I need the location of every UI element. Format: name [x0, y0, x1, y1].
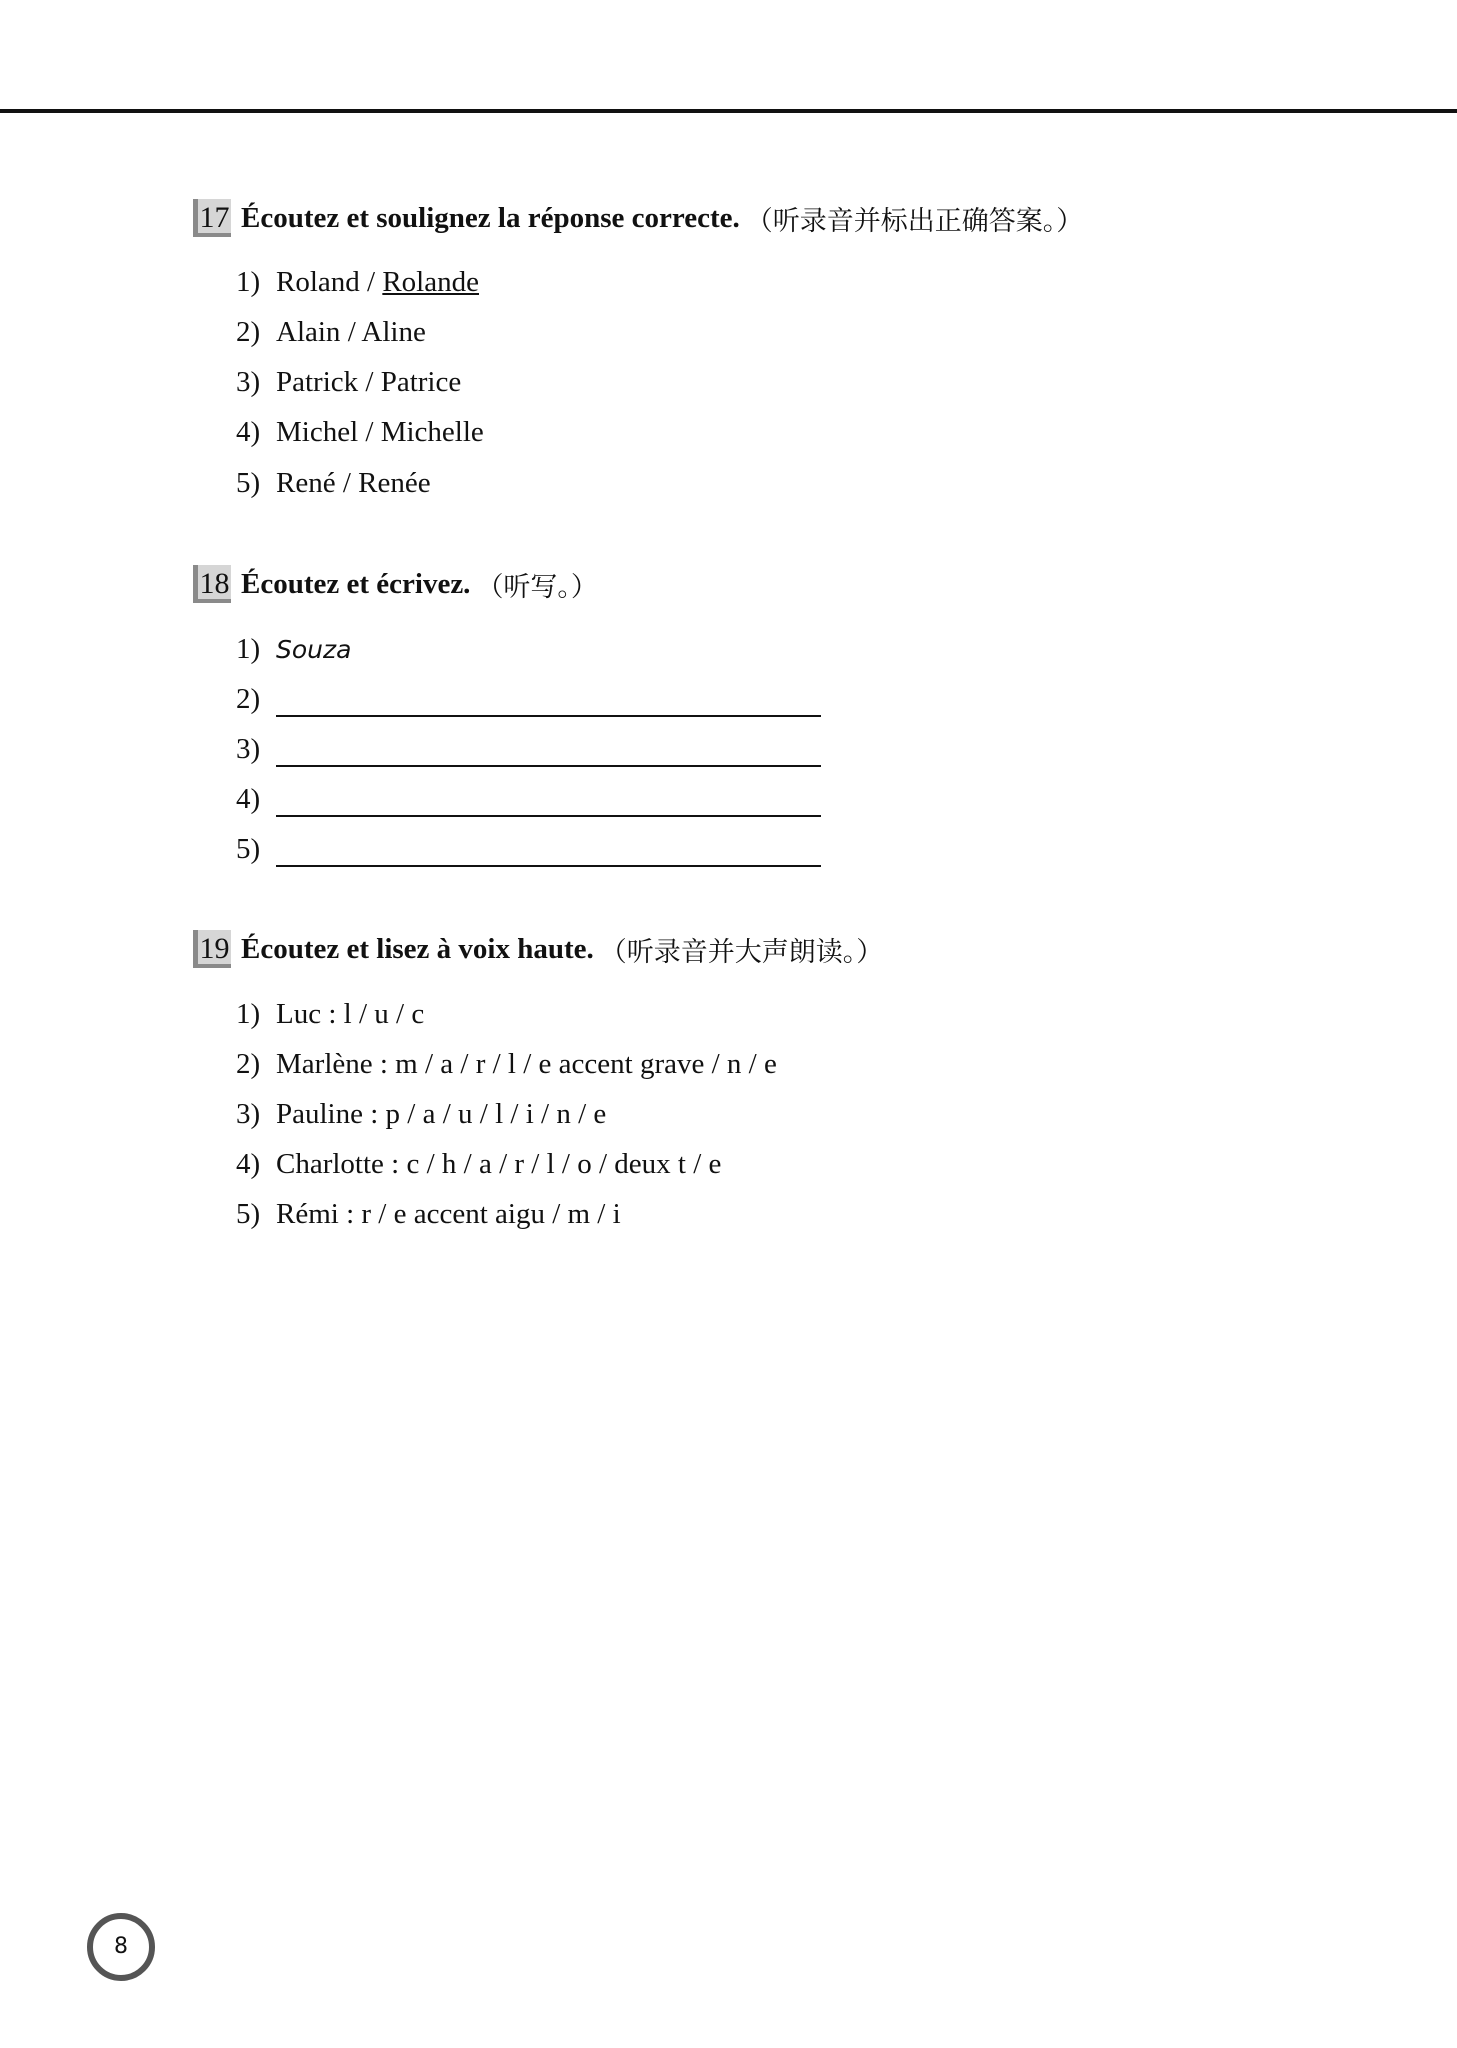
exercise-title: Écoutez et soulignez la réponse correcte.	[241, 201, 740, 234]
answer-blank[interactable]	[276, 687, 821, 717]
option-a[interactable]: René	[276, 467, 336, 499]
list-item	[236, 631, 351, 667]
answer-blank[interactable]	[276, 737, 821, 767]
list-item	[236, 731, 821, 767]
exercise-number: 18	[193, 565, 231, 603]
item-number: 2)	[236, 1048, 261, 1080]
exercise-18-heading	[193, 564, 598, 604]
item-text: Marlène : m / a / r / l / e accent grave / n / e	[276, 1048, 777, 1080]
header-rule	[0, 109, 1457, 113]
page-number: 8	[87, 1913, 155, 1981]
item-number: 4)	[236, 416, 261, 448]
separator: /	[359, 266, 383, 298]
list-item	[236, 264, 479, 300]
list-item	[236, 465, 431, 501]
item-number: 1)	[236, 633, 261, 665]
option-b[interactable]: Aline	[361, 316, 426, 348]
exercise-title-cn: （听写。）	[476, 571, 598, 603]
exercise-title-cn: （听录音并大声朗读。）	[599, 936, 884, 968]
option-b-underlined[interactable]: Rolande	[382, 266, 479, 298]
option-a[interactable]: Alain	[276, 316, 341, 348]
item-number: 3)	[236, 1098, 261, 1130]
option-b[interactable]: Patrice	[380, 366, 462, 398]
separator: /	[358, 366, 381, 398]
separator: /	[358, 416, 381, 448]
exercise-number: 17	[193, 199, 231, 237]
list-item	[236, 781, 821, 817]
exercise-title: Écoutez et lisez à voix haute.	[241, 932, 594, 965]
option-a[interactable]: Michel	[276, 416, 359, 448]
separator: /	[335, 467, 359, 499]
list-item	[236, 414, 484, 450]
list-item	[236, 1046, 777, 1082]
exercise-title-cn: （听录音并标出正确答案。）	[745, 205, 1084, 237]
exercise-17-heading	[193, 198, 1083, 238]
item-text: Rémi : r / e accent aigu / m / i	[276, 1198, 621, 1230]
list-item	[236, 364, 461, 400]
item-number: 3)	[236, 733, 261, 765]
item-number: 4)	[236, 783, 261, 815]
item-text: Pauline : p / a / u / l / i / n / e	[276, 1098, 607, 1130]
handwritten-answer: Souza	[276, 635, 352, 664]
list-item	[236, 1196, 621, 1232]
list-item	[236, 996, 424, 1032]
item-number: 1)	[236, 266, 261, 298]
list-item	[236, 314, 426, 350]
separator: /	[340, 316, 362, 348]
option-b[interactable]: Michelle	[380, 416, 484, 448]
item-number: 5)	[236, 467, 261, 499]
list-item	[236, 831, 821, 867]
option-a[interactable]: Patrick	[276, 366, 359, 398]
exercise-19-heading	[193, 929, 883, 969]
exercise-title: Écoutez et écrivez.	[241, 567, 471, 600]
list-item	[236, 681, 821, 717]
item-text: Charlotte : c / h / a / r / l / o / deux t / e	[276, 1148, 722, 1180]
item-number: 4)	[236, 1148, 261, 1180]
exercise-number: 19	[193, 930, 231, 968]
item-text: Luc : l / u / c	[276, 998, 425, 1030]
item-number: 5)	[236, 1198, 261, 1230]
answer-blank[interactable]	[276, 787, 821, 817]
option-b[interactable]: Renée	[358, 467, 431, 499]
answer-blank[interactable]	[276, 837, 821, 867]
list-item	[236, 1096, 606, 1132]
item-number: 1)	[236, 998, 261, 1030]
list-item	[236, 1146, 721, 1182]
item-number: 2)	[236, 316, 261, 348]
item-number: 3)	[236, 366, 261, 398]
item-number: 2)	[236, 683, 261, 715]
item-number: 5)	[236, 833, 261, 865]
option-a[interactable]: Roland	[276, 266, 360, 298]
